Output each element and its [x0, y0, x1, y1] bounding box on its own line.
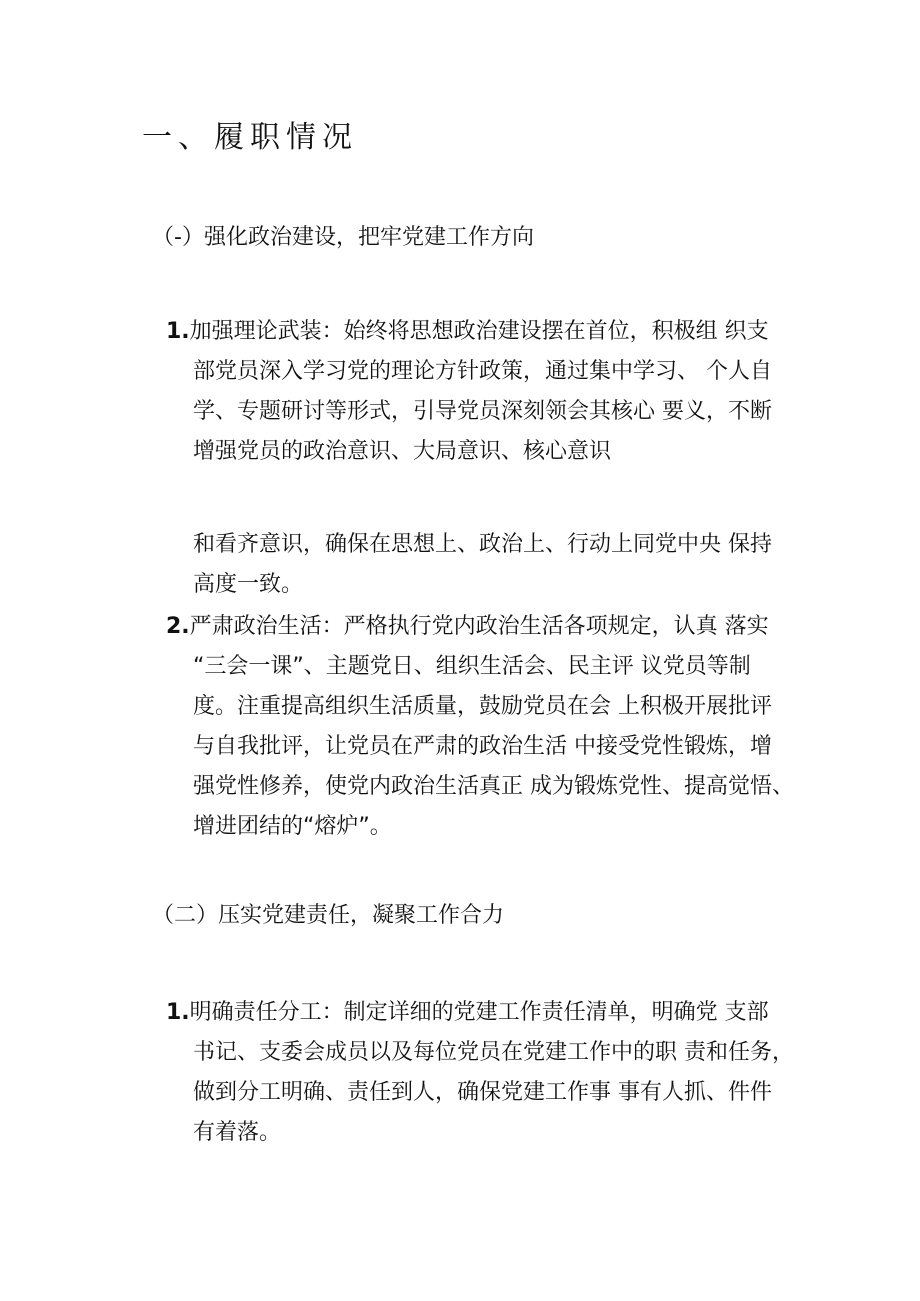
paragraph-line: 强党性修养，使党内政治生活真正 成为锻炼党性、提高觉悟、 — [193, 774, 794, 799]
paragraph-line — [166, 607, 794, 647]
paragraph-item-2 — [166, 607, 794, 847]
paragraph-line: 做到分工明确、责任到人，确保党建工作事 事有人抓、件件 — [193, 1080, 772, 1105]
paragraph-line: 与自我批评，让党员在严肃的政治生活 中接受党性锻炼，增 — [193, 734, 772, 759]
paragraph-item-3 — [166, 993, 794, 1153]
line-text: 明确责任分工：制定详细的党建工作责任清单，明确党 支部 — [189, 1000, 769, 1025]
section-heading: 一、履职情况 — [142, 120, 358, 155]
paragraph-line: 增进团结的“熔炉”。 — [193, 814, 392, 839]
subheading-2: （二）压实党建责任，凝聚工作合力 — [152, 903, 505, 928]
paragraph-line — [166, 312, 772, 352]
line-text: 加强理论武装：始终将思想政治建设摆在首位，积极组 织支 — [189, 319, 769, 344]
subheading-1: （-）强化政治建设，把牢党建工作方向 — [152, 225, 534, 250]
paragraph-line: 度。注重提高组织生活质量，鼓励党员在会 上积极开展批评 — [193, 694, 772, 719]
paragraph-item-1 — [166, 312, 772, 472]
paragraph-line: “三会一课”、主题党日、组织生活会、民主评 议党员等制 — [193, 654, 751, 679]
paragraph-line: 部党员深入学习党的理论方针政策，通过集中学习、 个人自 — [193, 359, 772, 384]
paragraph-line: 学、专题研讨等形式，引导党员深刻领会其核心 要义，不断 — [193, 399, 772, 424]
paragraph-line: 和看齐意识，确保在思想上、政治上、行动上同党中央 保持 — [193, 532, 772, 557]
paragraph-item-1-continuation — [193, 525, 772, 605]
paragraph-line: 增强党员的政治意识、大局意识、核心意识 — [193, 439, 612, 464]
paragraph-line — [166, 993, 794, 1033]
item-number: 1. — [166, 1000, 190, 1025]
line-text: 严肃政治生活：严格执行党内政治生活各项规定，认真 落实 — [189, 614, 769, 639]
paragraph-line: 书记、支委会成员以及每位党员在党建工作中的职 责和任务， — [193, 1040, 794, 1065]
item-number: 2. — [166, 614, 190, 639]
item-number: 1. — [166, 319, 190, 344]
paragraph-line: 高度一致。 — [193, 572, 304, 597]
paragraph-line: 有着落。 — [193, 1120, 282, 1145]
